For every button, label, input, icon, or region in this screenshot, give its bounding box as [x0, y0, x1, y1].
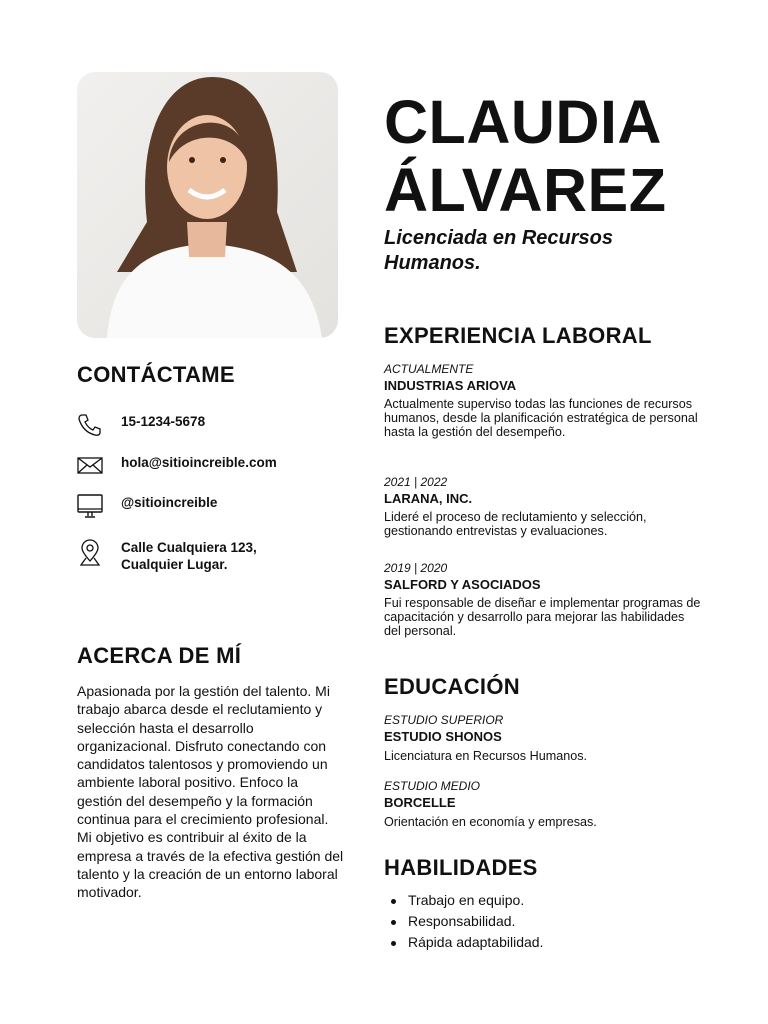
- job-title: Licenciada en Recursos Humanos.: [384, 227, 613, 274]
- contact-email: [77, 454, 347, 478]
- job-date: 2019 | 2020: [384, 561, 448, 575]
- education-heading: EDUCACIÓN: [384, 674, 520, 699]
- job-description: Fui responsable de diseñar e implementar programas de capacitación y desarrollo para mejorar las habilidades del personal.: [384, 596, 701, 638]
- job-description: Lideré el proceso de reclutamiento y selección, gestionando entrevistas y evaluaciones.: [384, 510, 647, 538]
- name-first: CLAUDIA: [384, 88, 662, 156]
- about-heading: ACERCA DE MÍ: [77, 643, 242, 668]
- phone-number[interactable]: 15-1234-5678: [121, 414, 206, 429]
- job-description: Actualmente superviso todas las funciones de recursos humanos, desde la planificación estratégica de personal hasta la gestión del desempeño.: [384, 397, 698, 439]
- skill-item: Responsabilidad.: [384, 911, 543, 932]
- contact-heading: CONTÁCTAME: [77, 362, 235, 387]
- education-entry: [384, 712, 704, 763]
- skill-item: Rápida adaptabilidad.: [384, 932, 543, 953]
- job-entry: [384, 560, 704, 638]
- location-pin-icon: [77, 539, 103, 563]
- contact-phone: [77, 413, 347, 437]
- job-entry: [384, 361, 704, 439]
- email-address[interactable]: hola@sitioincreible.com: [121, 455, 277, 470]
- education-description: Licenciatura en Recursos Humanos.: [384, 749, 588, 763]
- contact-address: [77, 539, 347, 573]
- education-description: Orientación en economía y empresas.: [384, 815, 597, 829]
- candidate-name: [384, 88, 667, 224]
- education-institution: ESTUDIO SHONOS: [384, 729, 502, 744]
- monitor-icon: [77, 494, 103, 518]
- social-handle[interactable]: @sitioincreible: [121, 495, 218, 510]
- job-entry: [384, 474, 704, 538]
- education-level: ESTUDIO MEDIO: [384, 779, 481, 793]
- mail-icon: [77, 454, 103, 478]
- education-level: ESTUDIO SUPERIOR: [384, 713, 504, 727]
- address: Calle Cualquiera 123, Cualquier Lugar.: [121, 540, 257, 572]
- contact-social: [77, 494, 347, 518]
- profile-photo: [77, 72, 338, 338]
- skills-heading: HABILIDADES: [384, 855, 538, 880]
- skill-item: Trabajo en equipo.: [384, 890, 543, 911]
- skills-list: [384, 890, 543, 953]
- job-company: INDUSTRIAS ARIOVA: [384, 378, 517, 393]
- experience-heading: EXPERIENCIA LABORAL: [384, 323, 652, 348]
- phone-icon: [77, 413, 103, 437]
- education-institution: BORCELLE: [384, 795, 456, 810]
- job-date: ACTUALMENTE: [384, 362, 474, 376]
- job-date: 2021 | 2022: [384, 475, 448, 489]
- about-text: Apasionada por la gestión del talento. Mi trabajo abarca desde el reclutamiento y selección hasta el desarrollo organizacional. Disfruto conectando con candidatos talentosos y promoviendo un ambiente laboral positivo. Enfoco la gestión del desempeño y la formación continua para el crecimiento profesional. Mi objetivo es contribuir al éxito de la empresa a través de la efectiva gestión del talento y la creación de un entorno laboral motivador.: [77, 683, 344, 901]
- name-last: ÁLVAREZ: [384, 156, 667, 224]
- job-company: SALFORD Y ASOCIADOS: [384, 577, 541, 592]
- job-company: LARANA, INC.: [384, 491, 473, 506]
- education-entry: [384, 778, 704, 829]
